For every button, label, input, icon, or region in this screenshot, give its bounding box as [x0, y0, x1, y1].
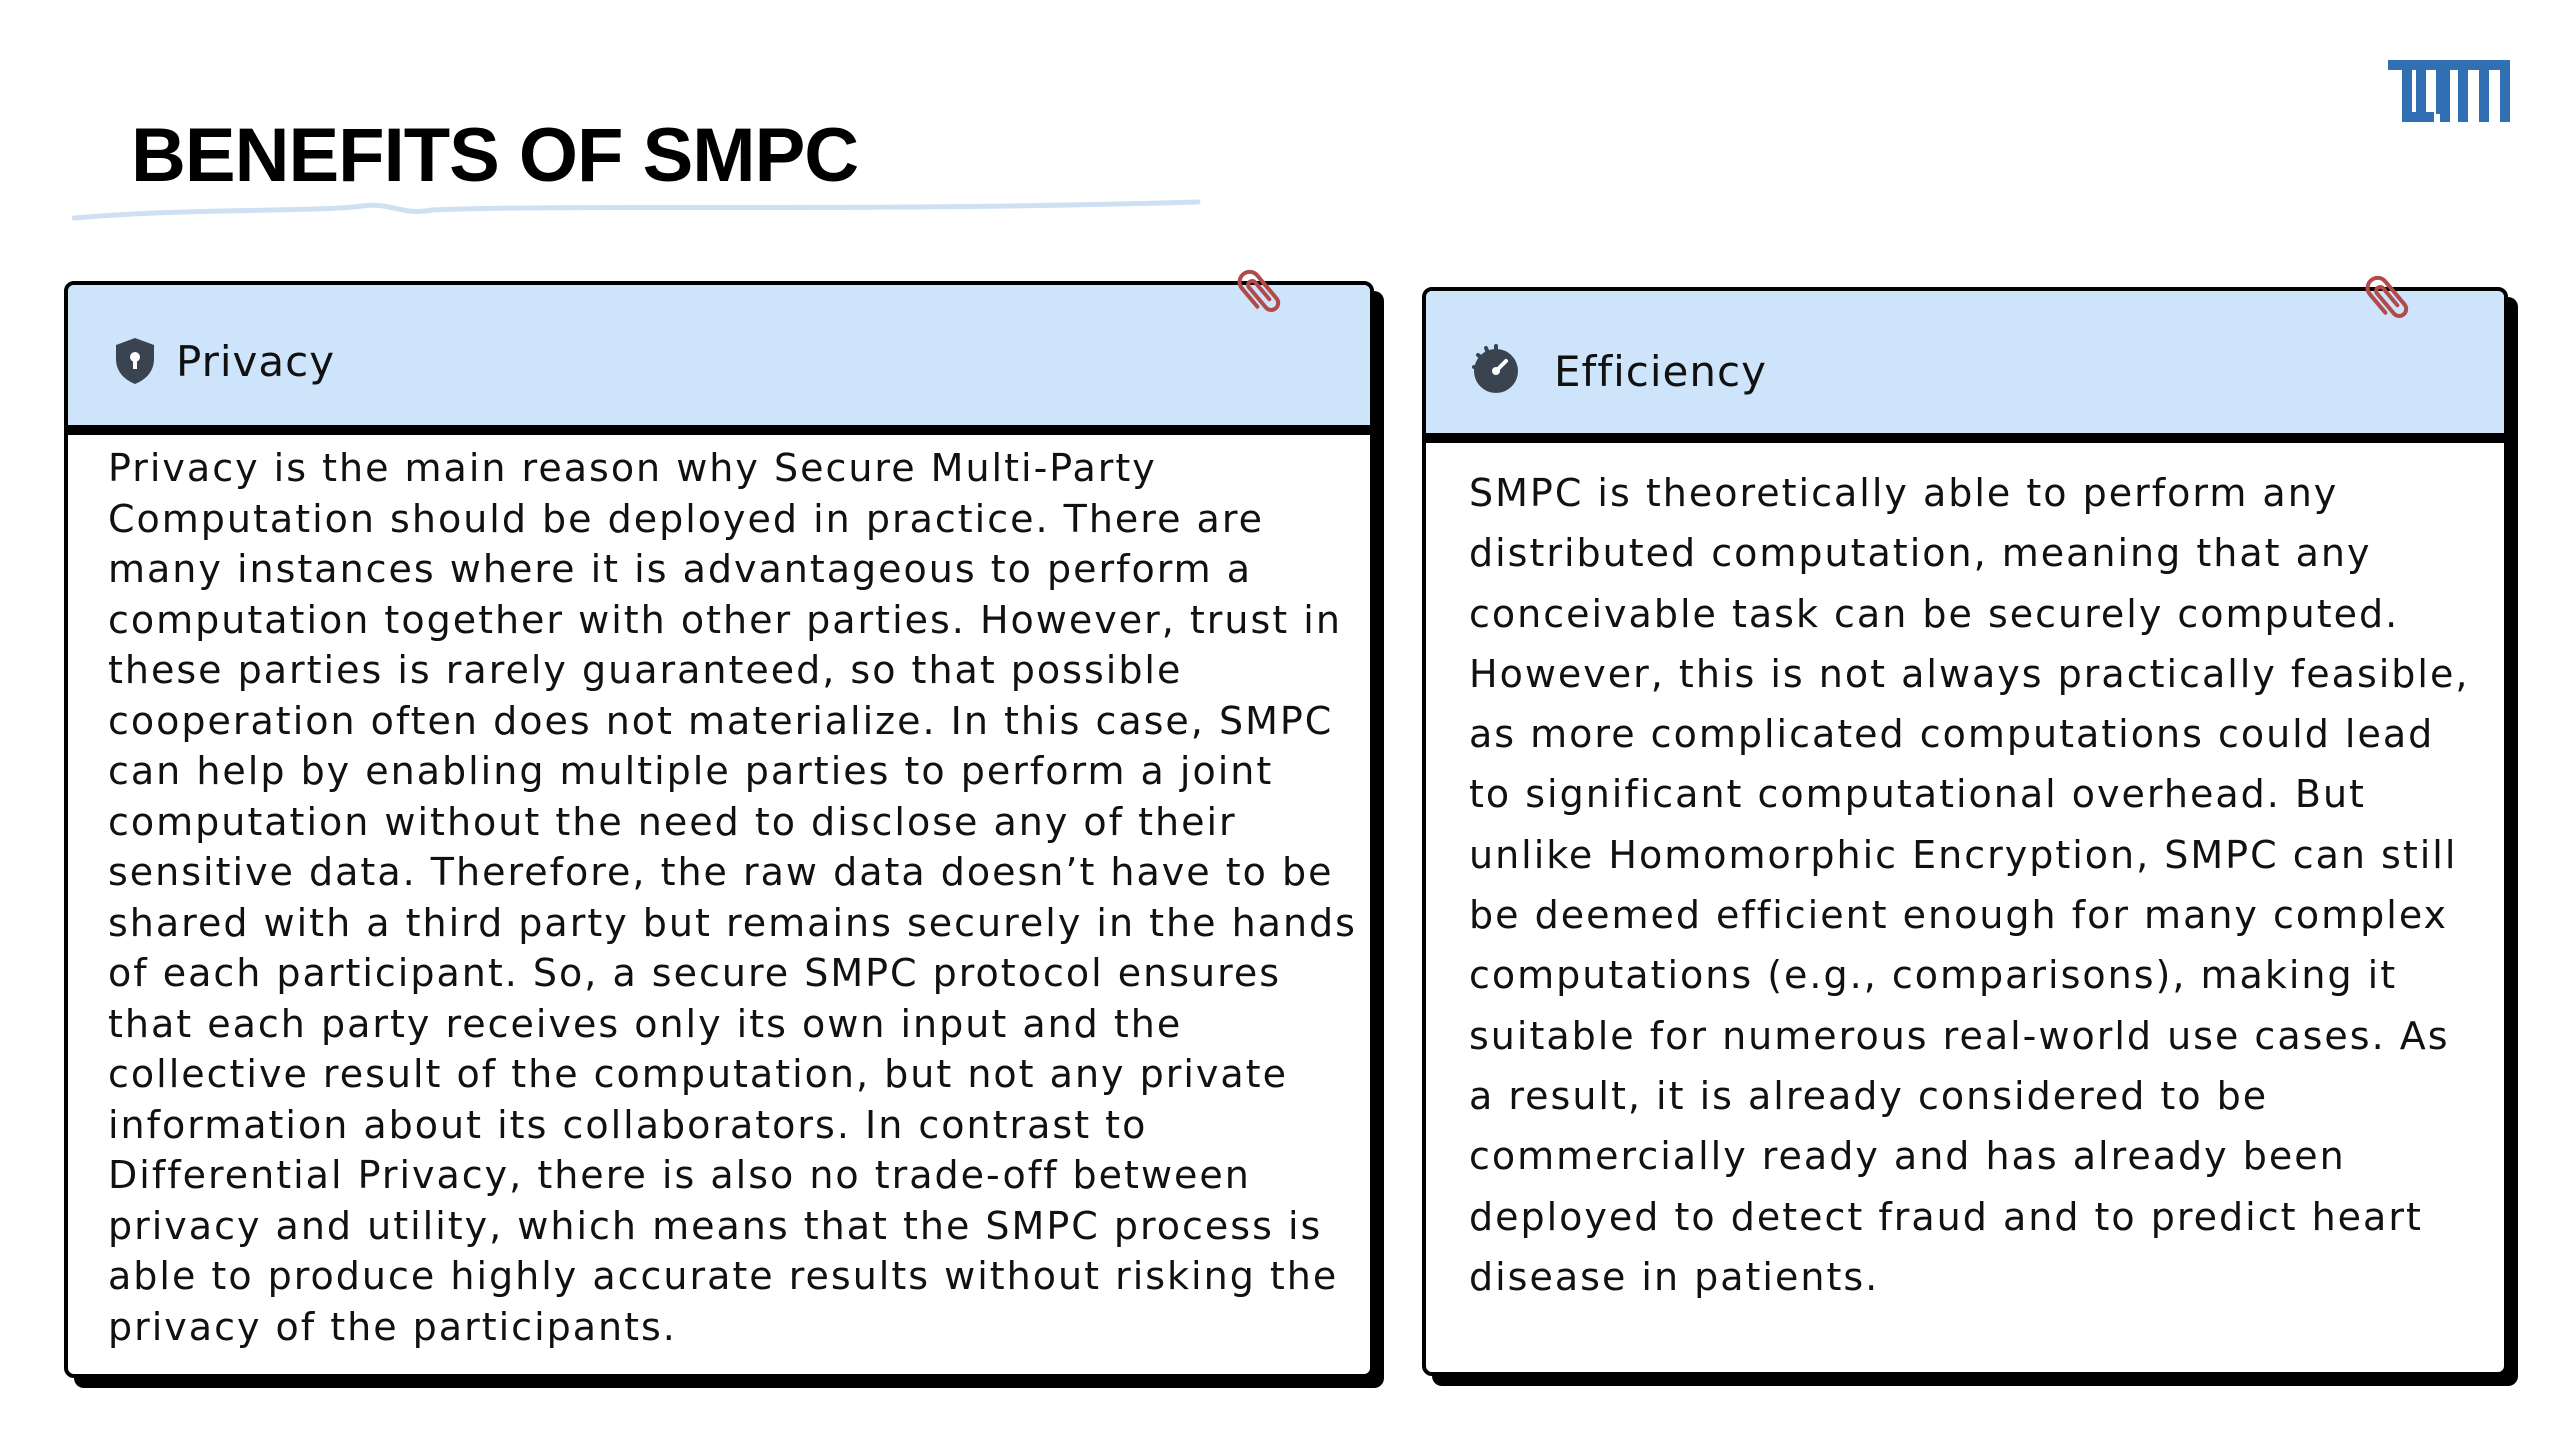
speedometer-icon: [1470, 343, 1522, 395]
card-title: Efficiency: [1554, 347, 1767, 396]
shield-lock-icon: [114, 337, 156, 385]
efficiency-card: [1422, 287, 2508, 1376]
card-header: [68, 285, 1370, 435]
card-header: [1426, 291, 2504, 443]
card-frame: [1422, 287, 2508, 1376]
privacy-card: [64, 281, 1374, 1378]
slide-title: BENEFITS OF SMPC: [131, 113, 859, 198]
paperclip-icon: [1234, 259, 1298, 319]
paperclip-icon: [2362, 265, 2426, 325]
card-title: Privacy: [176, 337, 336, 386]
card-body-text: SMPC is theoretically able to perform any distributed computation, meaning that any conceivable task can be securely computed. However, this is not always practically feasible, as more complicated computations could lead to significant computational overhead. But unlike Homomorphic Encryption, SMPC can still be deemed efficient enough for many complex computations (e.g., comparisons), making it suitable for numerous real-world use cases. As a result, it is already considered to be commercially ready and has already been deployed to detect fraud and to predict heart disease in patients.: [1469, 471, 2470, 1299]
title-underline: [72, 190, 1202, 230]
card-frame: [64, 281, 1374, 1378]
tum-logo: [2388, 60, 2510, 122]
card-body-text: Privacy is the main reason why Secure Multi-Party Computation should be deployed in practice. There are many instances where it is advantageous to perform a computation together with other parties. However, trust in these parties is rarely guaranteed, so that possible cooperation often does not materialize. In this case, SMPC can help by enabling multiple parties to perform a joint computation without the need to disclose any of their sensitive data. Therefore, the raw data doesn’t have to be shared with a third party but remains securely in the hands of each participant. So, a secure SMPC protocol ensures that each party receives only its own input and the collective result of the computation, but not any private information about its collaborators. In contrast to Differential Privacy, there is also no trade-off between privacy and utility, which means that the SMPC process is able to produce highly accurate results without risking the privacy of the participants.: [108, 446, 1357, 1349]
